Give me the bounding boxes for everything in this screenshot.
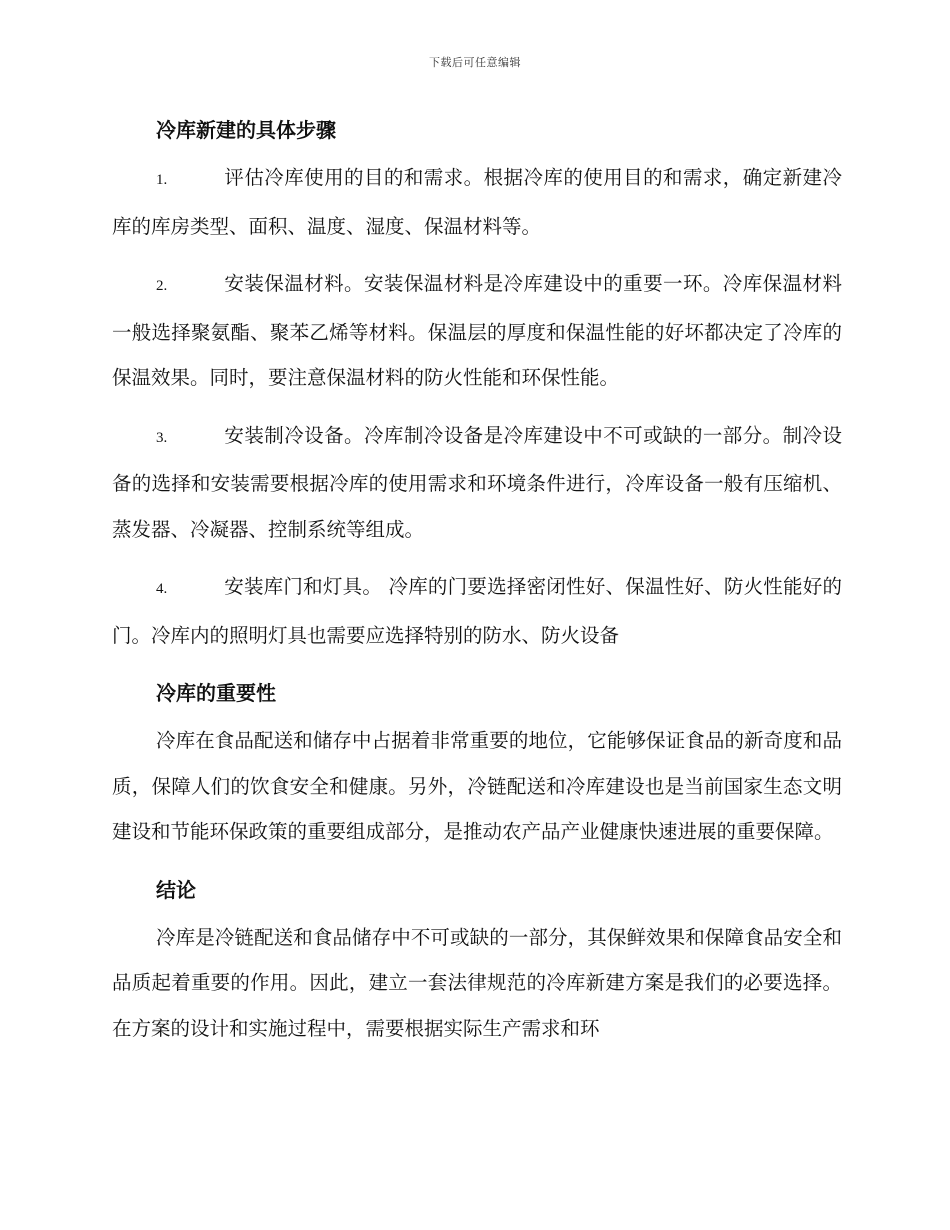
document-body [112,107,842,1051]
header-note: 下载后可任意编辑 [429,56,521,69]
step-number: 3. [156,429,168,446]
step-item-1 [112,155,842,249]
step-item-3 [112,413,842,553]
step-text: 评估冷库使用的目的和需求。根据冷库的使用目的和需求，确定新建冷库的库房类型、面积、温度、湿度、保温材料等。 [112,166,842,238]
importance-paragraph: 冷库在食品配送和储存中占据着非常重要的地位，它能够保证食品的新奇度和品质，保障人们的饮食安全和健康。另外，冷链配送和冷库建设也是当前国家生态文明建设和节能环保政策的重要组成部分，是推动农产品产业健康快速进展的重要保障。 [112,729,842,843]
conclusion-paragraph: 冷库是冷链配送和食品储存中不可或缺的一部分，其保鲜效果和保障食品安全和品质起着重要的作用。因此，建立一套法律规范的冷库新建方案是我们的必要选择。在方案的设计和实施过程中，需要根据实际生产需求和环 [112,925,842,1040]
step-number: 2. [156,278,168,294]
step-item-4 [112,564,842,658]
section-heading-steps: 冷库新建的具体步骤 [156,118,336,142]
step-text: 安装制冷设备。冷库制冷设备是冷库建设中不可或缺的一部分。制冷设备的选择和安装需要根据冷库的使用需求和环境条件进行，冷库设备一般有压缩机、蒸发器、冷凝器、控制系统等组成。 [112,423,842,541]
step-number: 4. [156,581,168,597]
section-heading-conclusion: 结论 [156,877,196,902]
section-heading-importance: 冷库的重要性 [156,681,276,705]
step-item-2 [112,261,842,401]
step-number: 1. [156,172,168,188]
step-text: 安装保温材料。安装保温材料是冷库建设中的重要一环。冷库保温材料一般选择聚氨酯、聚苯乙烯等材料。保温层的厚度和保温性能的好坏都决定了冷库的保温效果。同时，要注意保温材料的防火性能和环保性能。 [112,272,842,389]
step-text: 安装库门和灯具。 冷库的门要选择密闭性好、保温性好、防火性能好的门。冷库内的照明灯具也需要应选择特别的防水、防火设备 [112,575,842,647]
